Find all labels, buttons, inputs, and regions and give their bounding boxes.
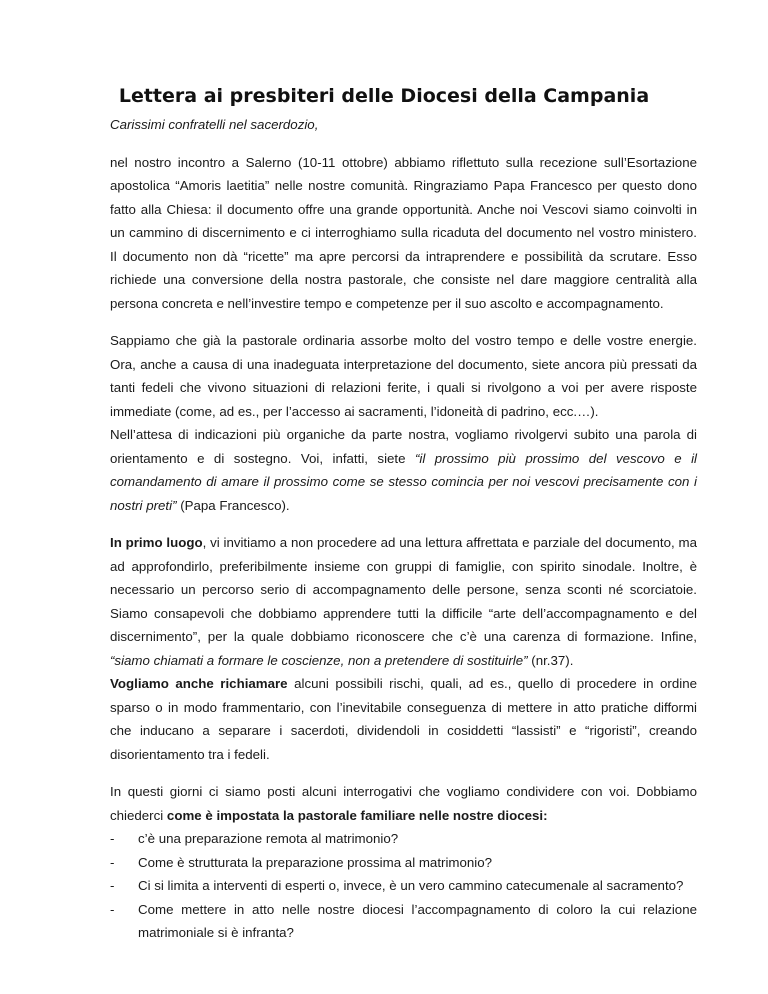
dash-bullet: -	[110, 854, 115, 870]
dash-bullet: -	[110, 901, 115, 917]
question-list	[110, 827, 697, 945]
list-item	[110, 851, 697, 875]
list-item-text: Come è strutturata la preparazione prossima al matrimonio?	[138, 854, 493, 870]
questions-intro: In questi giorni ci siamo posti alcuni interrogativi che vogliamo condividere con voi. Dobbiamo chiederci	[110, 784, 697, 823]
letter-body	[110, 113, 697, 945]
list-item	[110, 898, 697, 945]
risks-text: alcuni possibili rischi, quali, ad es., quello di procedere in ordine sparso o in modo frammentario, con l’inevitabile conseguenza di mettere in atto pratiche difformi che inducano a separare i sacerdoti, dividendoli in cosiddetti “lassisti” e “rigoristi”, creando disorientamento tra i fedeli.	[110, 676, 698, 762]
first-place-heading: In primo luogo	[110, 535, 203, 550]
paragraph-risks	[110, 672, 697, 766]
conscience-quote: “siamo chiamati a formare le coscienze, non a pretendere di sostituirle”	[110, 652, 528, 668]
document-title: Lettera ai presbiteri delle Diocesi della Campania	[118, 85, 650, 107]
list-item-text: Come mettere in atto nelle nostre diocesi l’accompagnamento di coloro la cui relazione matrimoniale si è infranta?	[138, 901, 697, 940]
conscience-ref: (nr.37).	[527, 652, 574, 668]
paragraph-pastoral-load: Sappiamo che già la pastorale ordinaria assorbe molto del vostro tempo e delle vostre energie. Ora, anche a causa di una inadeguata interpretazione del documento, siete ancora più pressati da tanti fedeli che vivono situazioni di relazioni ferite, i quali si rivolgono a voi per avere risposte immediate (come, ad es., per l’accesso ai sacramenti, l’idoneità di padrino, ecc.…).	[110, 333, 697, 419]
list-item	[110, 827, 697, 851]
salutation: Carissimi confratelli nel sacerdozio,	[110, 117, 319, 132]
paragraph-first-place	[110, 531, 697, 672]
orientation-text: Nell’attesa di indicazioni più organiche da parte nostra, vogliamo rivolgervi subito una parola di orientamento e di sostegno. Voi, infatti, siete	[110, 427, 697, 466]
paragraph-intro: nel nostro incontro a Salerno (10-11 ottobre) abbiamo riflettuto sulla recezione sull’Esortazione apostolica “Amoris laetitia” nelle nostre comunità. Ringraziamo Papa Francesco per questo dono fatto alla Chiesa: il documento offre una grande opportunità. Anche noi Vescovi siamo coinvolti in un cammino di discernimento e ci interroghiamo sulla ricaduta del documento nel vostro ministero. Il documento non dà “ricette” ma apre percorsi da intraprendere e possibilità da scrutare. Esso richiede una conversione della nostra pastorale, che consiste nel dare maggiore centralità alla persona concreta e nell’investire tempo e competenze per il suo ascolto e accompagnamento.	[110, 154, 697, 311]
dash-bullet: -	[110, 831, 115, 846]
questions-heading: come è impostata la pastorale familiare nelle nostre diocesi:	[166, 807, 548, 823]
paragraph-questions	[110, 780, 697, 827]
risks-heading: Vogliamo anche richiamare	[110, 676, 288, 691]
pope-quote: “il prossimo più prossimo del vescovo e il comandamento di amare il prossimo come se stesso comincia per noi vescovi precisamente con i nostri preti”	[110, 450, 697, 513]
dash-bullet: -	[110, 878, 115, 893]
first-place-text: , vi invitiamo a non procedere ad una lettura affrettata e parziale del documento, ma ad approfondirlo, preferibilmente insieme con gruppi di famiglie, con spirito sinodale. Inoltre, è necessario un percorso serio di accompagnamento delle persone, senza sconti né scorciatoie. Siamo consapevoli che dobbiamo apprendere tutti la difficile “arte dell’accompagnamento e del discernimento”, per la quale dobbiamo riconoscere che c’è una carenza di formazione. Infine,	[110, 535, 697, 644]
list-item-text: c’è una preparazione remota al matrimonio?	[138, 831, 399, 846]
pope-attribution: (Papa Francesco).	[176, 497, 290, 513]
list-item-text: Ci si limita a interventi di esperti o, invece, è un vero cammino catecumenale al sacramento?	[138, 878, 684, 893]
list-item	[110, 874, 697, 898]
paragraph-orientation	[110, 423, 697, 517]
